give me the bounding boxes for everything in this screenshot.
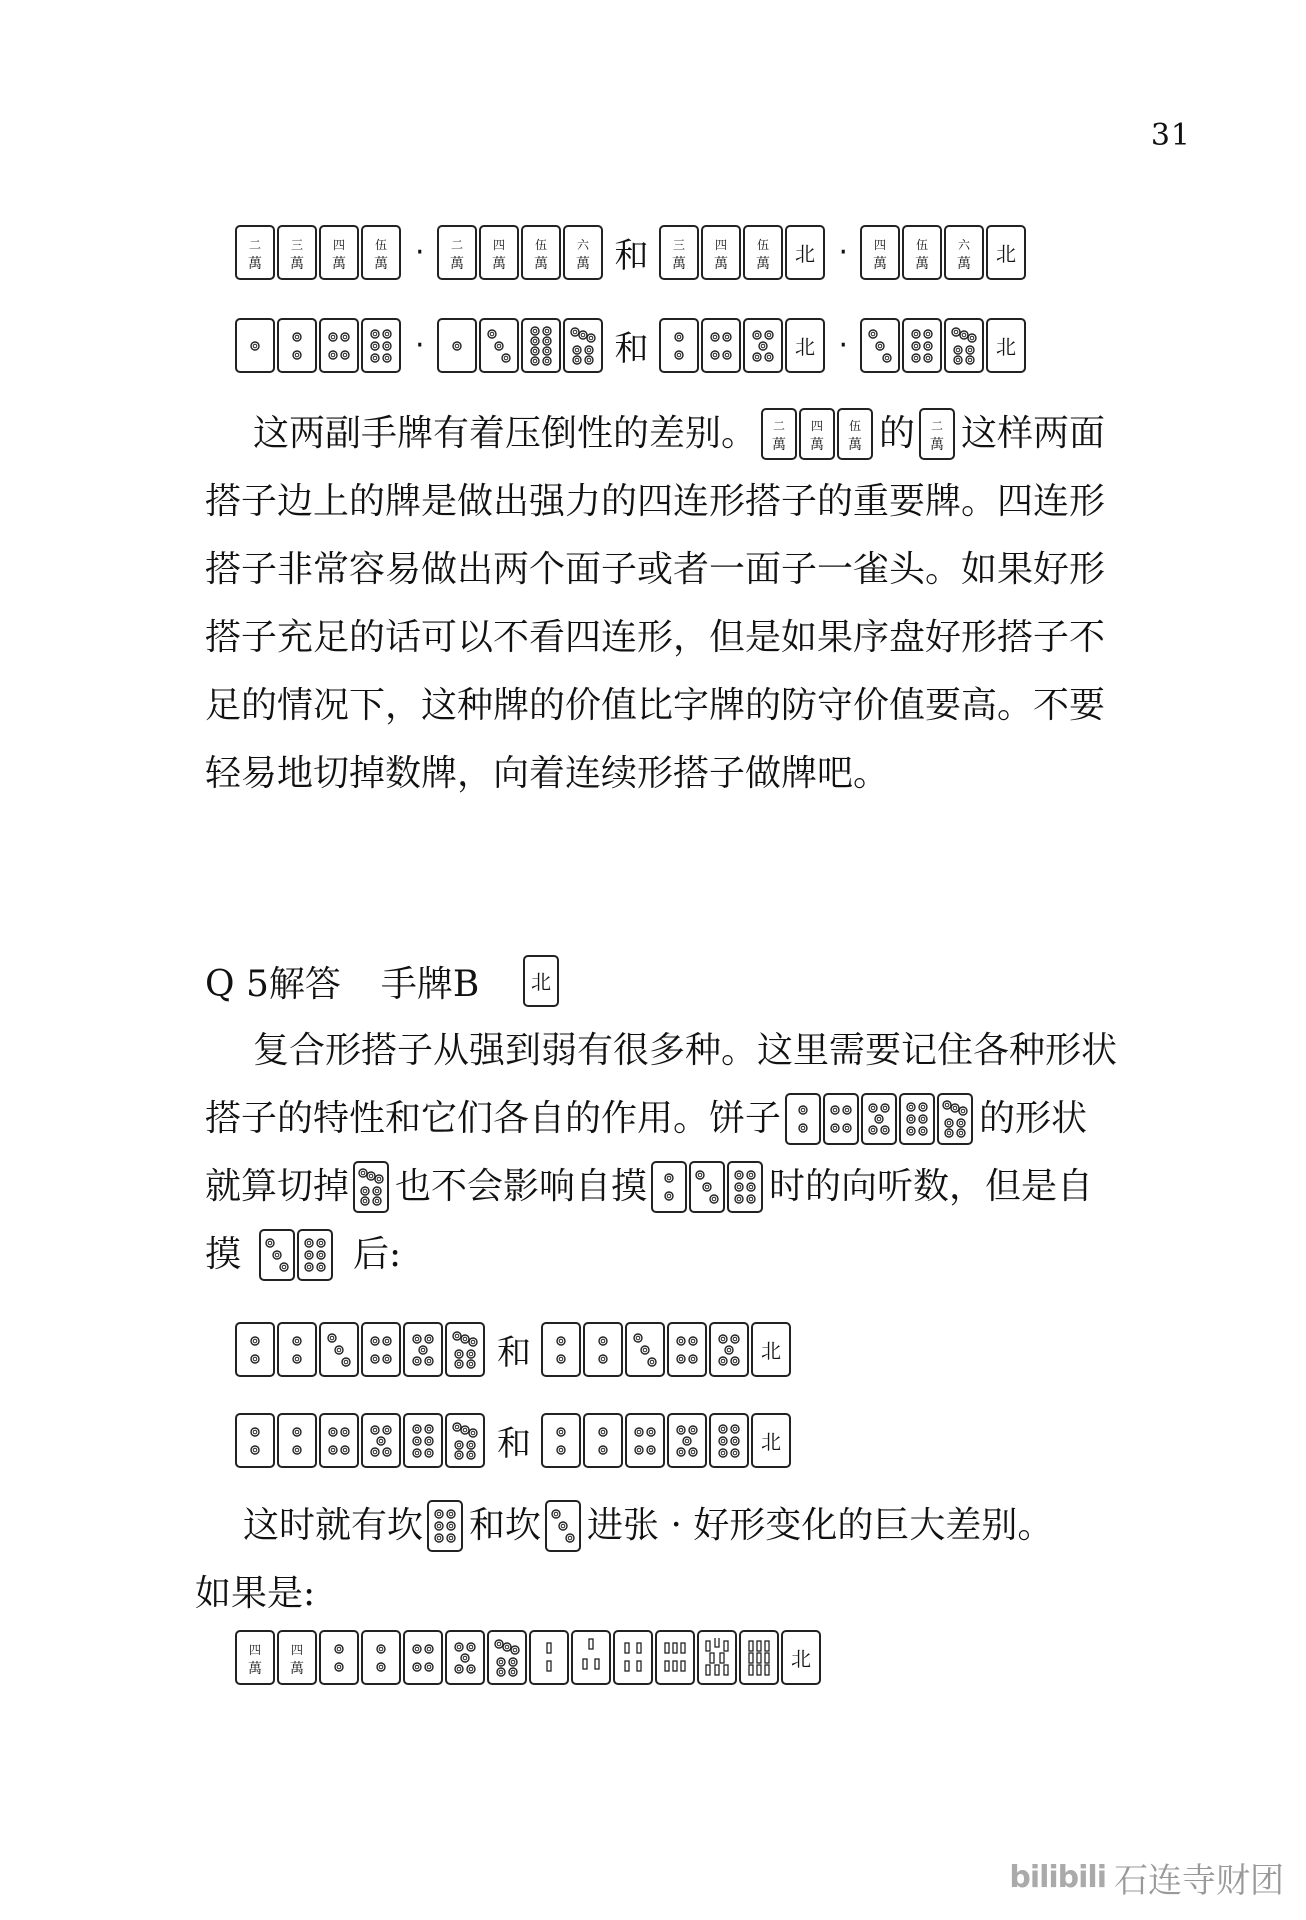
tile-face-icon	[950, 326, 978, 366]
tile-face-icon	[589, 1421, 617, 1461]
tile-face-icon	[367, 326, 395, 366]
tile-face-icon	[589, 1330, 617, 1370]
svg-text:四: 四	[811, 419, 824, 433]
svg-text:萬: 萬	[957, 255, 972, 272]
tile-m4	[860, 225, 900, 280]
tile-p6	[427, 1500, 463, 1552]
tile-face-icon	[263, 1235, 291, 1275]
tile-p3	[479, 318, 519, 373]
tile-face-icon	[493, 1638, 521, 1678]
section-heading	[205, 955, 565, 1007]
paragraph-2	[205, 1017, 1195, 1289]
tile-p6	[297, 1229, 333, 1281]
watermark-text: 石连寺财团	[1114, 1861, 1284, 1901]
paragraph-1-line-3: 搭子非常容易做出两个面子或者一面子一雀头。如果好形	[205, 549, 1106, 590]
svg-text:萬: 萬	[290, 1660, 304, 1677]
conjunction-he: 和	[497, 1424, 531, 1464]
tile-p2	[583, 1322, 623, 1377]
north-wind-icon	[992, 326, 1020, 366]
svg-text:四: 四	[332, 237, 346, 252]
svg-text:萬: 萬	[449, 255, 464, 272]
tile-p6	[727, 1161, 763, 1213]
svg-text:北: 北	[531, 970, 552, 994]
svg-text:三: 三	[672, 237, 685, 252]
svg-text:伍: 伍	[849, 419, 862, 433]
svg-text:北: 北	[794, 241, 815, 266]
tile-m5	[361, 225, 401, 280]
tile-face-icon	[673, 1421, 701, 1461]
svg-text:伍: 伍	[374, 237, 388, 252]
tile-m2	[761, 408, 797, 460]
tile-face-icon	[731, 1167, 759, 1207]
tile-m5	[837, 408, 873, 460]
tile-face-icon	[547, 1421, 575, 1461]
tile-p7	[445, 1413, 485, 1468]
tile-m5	[743, 225, 783, 280]
svg-text:三: 三	[290, 237, 304, 252]
tile-p2	[541, 1413, 581, 1468]
tile-face-icon	[357, 1167, 385, 1207]
svg-text:四: 四	[714, 237, 727, 252]
tile-face-icon	[535, 1638, 563, 1678]
tile-face-icon	[866, 233, 894, 273]
tile-p2	[583, 1413, 623, 1468]
tile-p4	[823, 1093, 859, 1145]
svg-text:北: 北	[996, 334, 1017, 359]
svg-text:四: 四	[248, 1642, 262, 1657]
tile-p3	[319, 1322, 359, 1377]
tile-p2	[785, 1093, 821, 1145]
tile-p3	[625, 1322, 665, 1377]
tile-s2	[529, 1630, 569, 1685]
tile-face-icon	[749, 326, 777, 366]
tile-s3	[571, 1630, 611, 1685]
tile-p1	[235, 318, 275, 373]
tile-m4	[319, 225, 359, 280]
tile-m4	[235, 1630, 275, 1685]
tile-p1	[437, 318, 477, 373]
tile-north	[986, 318, 1026, 373]
tile-m2	[235, 225, 275, 280]
tile-p4	[319, 1413, 359, 1468]
tile-p5	[361, 1413, 401, 1468]
tile-face-icon	[443, 233, 471, 273]
tile-face-icon	[283, 326, 311, 366]
tile-face-icon	[549, 1506, 577, 1546]
tile-face-icon	[715, 1421, 743, 1461]
tile-p2	[659, 318, 699, 373]
svg-text:萬: 萬	[575, 255, 590, 272]
tile-m6	[944, 225, 984, 280]
svg-text:北: 北	[791, 1646, 811, 1671]
tile-p2	[319, 1630, 359, 1685]
tile-s6	[655, 1630, 695, 1685]
tile-north	[751, 1322, 791, 1377]
separator-dot: ·	[415, 328, 425, 363]
north-wind-icon	[791, 233, 819, 273]
heading-tile-north	[523, 955, 561, 1007]
tile-face-icon	[745, 1638, 773, 1678]
conjunction-he: 和	[614, 329, 649, 369]
tile-row-4	[235, 1413, 793, 1468]
tile-face-icon	[631, 1421, 659, 1461]
tile-face-icon	[693, 1167, 721, 1207]
tile-face-icon	[325, 233, 353, 273]
tile-m6	[563, 225, 603, 280]
paragraph-2-line-4: 摸 后:	[205, 1221, 1195, 1289]
north-wind-icon	[527, 961, 555, 1001]
tile-p5	[445, 1630, 485, 1685]
svg-text:二: 二	[931, 419, 944, 433]
tile-face-icon	[619, 1638, 647, 1678]
tile-face-icon	[765, 414, 793, 454]
tile-face-icon	[950, 233, 978, 273]
tile-face-icon	[283, 1421, 311, 1461]
north-wind-icon	[757, 1330, 785, 1370]
north-wind-icon	[791, 326, 819, 366]
svg-text:萬: 萬	[332, 255, 346, 272]
tile-p4	[701, 318, 741, 373]
tile-p3	[259, 1229, 295, 1281]
tile-face-icon	[665, 233, 693, 273]
tile-p2	[277, 318, 317, 373]
svg-text:二: 二	[450, 237, 463, 252]
tile-p3	[860, 318, 900, 373]
svg-text:北: 北	[761, 1338, 781, 1363]
tile-p4	[403, 1630, 443, 1685]
tile-face-icon	[283, 233, 311, 273]
north-wind-icon	[787, 1638, 815, 1678]
tile-m4	[479, 225, 519, 280]
paragraph-2-line-3: 就算切掉 也不会影响自摸 时的向听数，但是自	[205, 1153, 1195, 1221]
svg-text:北: 北	[996, 241, 1017, 266]
svg-text:萬: 萬	[915, 255, 930, 272]
tile-face-icon	[241, 1638, 269, 1678]
tile-face-icon	[789, 1099, 817, 1139]
svg-text:萬: 萬	[810, 437, 825, 453]
svg-text:萬: 萬	[755, 255, 770, 272]
paragraph-2-line-2: 搭子的特性和它们各自的作用。饼子 的形状	[205, 1085, 1195, 1153]
tile-face-icon	[941, 1099, 969, 1139]
tile-p7	[445, 1322, 485, 1377]
tile-north	[781, 1630, 821, 1685]
north-wind-icon	[992, 233, 1020, 273]
svg-text:伍: 伍	[756, 237, 769, 252]
svg-text:四: 四	[874, 237, 887, 252]
svg-text:六: 六	[576, 237, 589, 252]
tile-row-2	[235, 318, 1028, 373]
tile-face-icon	[803, 414, 831, 454]
tile-p2	[361, 1630, 401, 1685]
tile-p7	[487, 1630, 527, 1685]
paragraph-3-line-1: 这时就有坎 和坎 进张 · 好形变化的巨大差别。	[195, 1492, 1185, 1560]
svg-text:六: 六	[958, 237, 971, 252]
paragraph-3-line-2: 如果是:	[195, 1573, 316, 1614]
q-label: Q 5解答	[205, 963, 341, 1005]
inline-tiles-p36	[259, 1229, 335, 1281]
tile-face-icon	[527, 233, 555, 273]
tile-p5	[709, 1322, 749, 1377]
tile-face-icon	[367, 1421, 395, 1461]
tile-face-icon	[903, 1099, 931, 1139]
paragraph-1-line-6: 轻易地切掉数牌，向着连续形搭子做牌吧。	[205, 753, 890, 794]
svg-text:萬: 萬	[248, 1660, 262, 1677]
tile-row-3	[235, 1322, 793, 1377]
svg-text:萬: 萬	[290, 255, 304, 272]
inline-tile-p3	[545, 1500, 583, 1552]
page-number: 31	[1150, 118, 1191, 153]
tile-north	[523, 955, 559, 1007]
tile-m4	[701, 225, 741, 280]
tile-face-icon	[707, 233, 735, 273]
tile-p4	[319, 318, 359, 373]
svg-text:伍: 伍	[534, 237, 547, 252]
tile-p2	[277, 1322, 317, 1377]
tile-p6	[403, 1413, 443, 1468]
watermark	[1009, 1853, 1284, 1902]
svg-text:萬: 萬	[533, 255, 548, 272]
tile-north	[785, 225, 825, 280]
tile-face-icon	[923, 414, 951, 454]
tile-face-icon	[703, 1638, 731, 1678]
tile-face-icon	[673, 1330, 701, 1370]
svg-text:萬: 萬	[873, 255, 888, 272]
tile-face-icon	[367, 233, 395, 273]
tile-face-icon	[655, 1167, 683, 1207]
tile-m2	[919, 408, 955, 460]
svg-text:北: 北	[794, 334, 815, 359]
tile-face-icon	[707, 326, 735, 366]
paragraph-1-line-1: 这两副手牌有着压倒性的差别。 二 萬 四 萬 伍 萬 的 二 萬 这样两面	[205, 400, 1195, 468]
tile-p3	[545, 1500, 581, 1552]
tile-face-icon	[283, 1330, 311, 1370]
tile-face-icon	[409, 1421, 437, 1461]
tile-p2	[235, 1322, 275, 1377]
tile-face-icon	[569, 233, 597, 273]
tile-face-icon	[241, 326, 269, 366]
svg-text:北: 北	[761, 1429, 781, 1454]
tile-face-icon	[443, 326, 471, 366]
tile-face-icon	[866, 326, 894, 366]
inline-tile-p7	[353, 1161, 391, 1213]
conjunction-he: 和	[614, 236, 649, 276]
svg-text:二: 二	[773, 419, 786, 433]
inline-tiles-pin-shape	[785, 1093, 975, 1145]
svg-text:萬: 萬	[491, 255, 506, 272]
tile-face-icon	[409, 1638, 437, 1678]
tile-p6	[902, 318, 942, 373]
svg-text:萬: 萬	[248, 255, 262, 272]
separator-dot: ·	[415, 235, 425, 270]
tile-face-icon	[367, 1638, 395, 1678]
tile-face-icon	[409, 1330, 437, 1370]
tile-face-icon	[241, 1421, 269, 1461]
tile-p5	[861, 1093, 897, 1145]
tile-face-icon	[577, 1638, 605, 1678]
paragraph-1-line-4: 搭子充足的话可以不看四连形，但是如果序盘好形搭子不	[205, 617, 1106, 658]
svg-text:萬: 萬	[671, 255, 686, 272]
conjunction-he: 和	[497, 1333, 531, 1373]
tile-m4	[277, 1630, 317, 1685]
svg-text:四: 四	[290, 1642, 304, 1657]
tile-m5	[902, 225, 942, 280]
tile-s4	[613, 1630, 653, 1685]
svg-text:萬: 萬	[772, 437, 787, 453]
north-wind-icon	[757, 1421, 785, 1461]
paragraph-3	[195, 1492, 1185, 1628]
tile-face-icon	[569, 326, 597, 366]
svg-text:伍: 伍	[916, 237, 929, 252]
tile-m3	[277, 225, 317, 280]
inline-tiles-m234	[761, 408, 875, 460]
tile-p5	[667, 1413, 707, 1468]
tile-north	[986, 225, 1026, 280]
tile-face-icon	[325, 1638, 353, 1678]
tile-p3	[689, 1161, 725, 1213]
tile-north	[751, 1413, 791, 1468]
svg-text:二: 二	[248, 237, 262, 252]
tile-face-icon	[841, 414, 869, 454]
tile-face-icon	[715, 1330, 743, 1370]
tile-p7	[944, 318, 984, 373]
tile-p4	[625, 1413, 665, 1468]
tile-p6	[899, 1093, 935, 1145]
tile-face-icon	[865, 1099, 893, 1139]
tile-face-icon	[485, 233, 513, 273]
tile-face-icon	[301, 1235, 329, 1275]
paragraph-2-line-1: 复合形搭子从强到弱有很多种。这里需要记住各种形状	[253, 1030, 1118, 1071]
tile-p7	[563, 318, 603, 373]
tile-p4	[361, 1322, 401, 1377]
tile-p7	[353, 1161, 389, 1213]
paragraph-1-line-5: 足的情况下，这种牌的价值比字牌的防守价值要高。不要	[205, 685, 1106, 726]
inline-tile-p6	[427, 1500, 465, 1552]
svg-text:四: 四	[492, 237, 505, 252]
tile-m3	[659, 225, 699, 280]
tile-face-icon	[431, 1506, 459, 1546]
tile-p6	[709, 1413, 749, 1468]
tile-face-icon	[367, 1330, 395, 1370]
tile-face-icon	[749, 233, 777, 273]
svg-text:萬: 萬	[930, 437, 945, 453]
tile-face-icon	[325, 326, 353, 366]
tile-face-icon	[908, 326, 936, 366]
tile-face-icon	[325, 1421, 353, 1461]
tile-p2	[277, 1413, 317, 1468]
hand-label: 手牌B	[380, 963, 480, 1005]
tile-face-icon	[451, 1638, 479, 1678]
tile-face-icon	[547, 1330, 575, 1370]
tile-face-icon	[908, 233, 936, 273]
svg-text:萬: 萬	[848, 437, 863, 453]
tile-face-icon	[631, 1330, 659, 1370]
tile-p4	[667, 1322, 707, 1377]
svg-text:萬: 萬	[374, 255, 388, 272]
tile-s8	[697, 1630, 737, 1685]
tile-s9	[739, 1630, 779, 1685]
tile-row-1	[235, 225, 1028, 280]
tile-p5	[743, 318, 783, 373]
tile-p7	[937, 1093, 973, 1145]
paragraph-1-line-2: 搭子边上的牌是做出强力的四连形搭子的重要牌。四连形	[205, 481, 1106, 522]
tile-face-icon	[451, 1330, 479, 1370]
tile-face-icon	[665, 326, 693, 366]
tile-p6	[361, 318, 401, 373]
svg-text:萬: 萬	[713, 255, 728, 272]
tile-p5	[403, 1322, 443, 1377]
tile-face-icon	[241, 233, 269, 273]
tile-face-icon	[241, 1330, 269, 1370]
tile-m2	[437, 225, 477, 280]
bilibili-logo: bilibili	[1009, 1860, 1106, 1895]
separator-dot: ·	[838, 235, 849, 270]
tile-row-final	[235, 1630, 823, 1685]
paragraph-1	[205, 400, 1195, 808]
tile-face-icon	[325, 1330, 353, 1370]
tile-m4	[799, 408, 835, 460]
tile-m5	[521, 225, 561, 280]
tile-face-icon	[527, 326, 555, 366]
tile-face-icon	[827, 1099, 855, 1139]
tile-p2	[541, 1322, 581, 1377]
separator-dot: ·	[838, 328, 849, 363]
tile-face-icon	[485, 326, 513, 366]
tile-north	[785, 318, 825, 373]
tile-p2	[651, 1161, 687, 1213]
inline-tiles-p236	[651, 1161, 765, 1213]
tile-p2	[235, 1413, 275, 1468]
tile-p8	[521, 318, 561, 373]
inline-tile-m2	[919, 408, 957, 460]
tile-face-icon	[661, 1638, 689, 1678]
tile-face-icon	[451, 1421, 479, 1461]
tile-face-icon	[283, 1638, 311, 1678]
